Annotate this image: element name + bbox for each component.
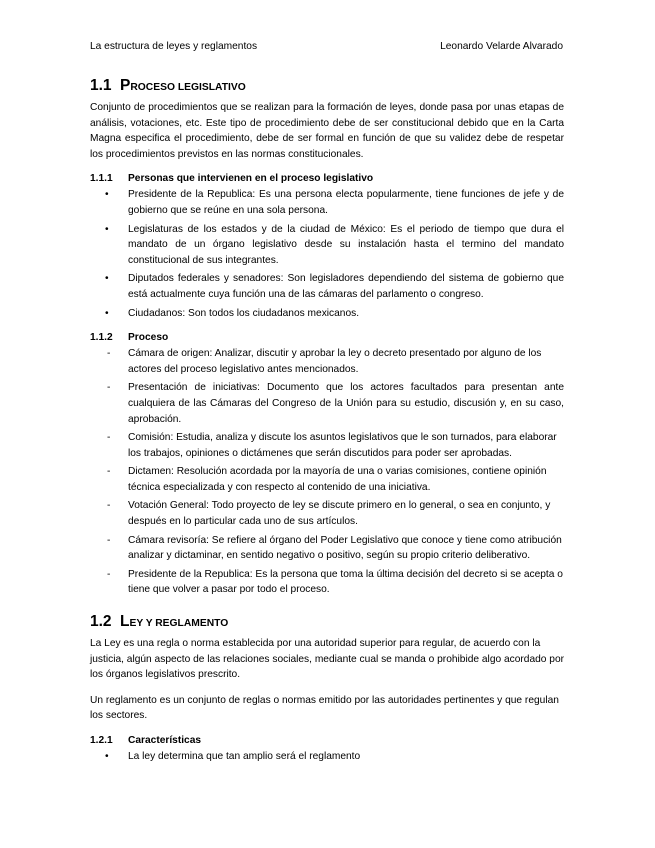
section-heading-1-2: 1.2 LEY Y REGLAMENTO (90, 613, 229, 631)
dash-list (90, 346, 564, 598)
bullet-marker: • (105, 751, 109, 762)
dash-marker: - (107, 466, 111, 478)
bullet-list (90, 749, 564, 765)
list-item: • Diputados federales y senadores: Son legisladores dependiendo del sistema de gobierno que está actualmente cuya función una de las cámaras del parlamento o congreso. (105, 273, 564, 300)
section-paragraph: La Ley es una regla o norma establecida por una autoridad superior para regular, de acuerdo con la justicia, algún aspecto de las relaciones sociales, mediante cual se manda o prohibide algo acordado por los órganos legislativos prescrito. (90, 638, 565, 681)
page-header (90, 41, 563, 52)
bullet-marker: • (105, 307, 109, 319)
dash-marker: - (107, 500, 111, 512)
list-item: - Cámara revisoría: Se refiere al órgano del Poder Legislativo que conoce y tiene como atribución analizar y dictaminar, en sentido negativo o positivo, según su propio criterio deliberativo. (107, 534, 562, 562)
dash-marker: - (107, 432, 111, 444)
section-paragraph: Un reglamento es un conjunto de reglas o normas emitido por las autoridades pertinentes y que regulan los sectores. (90, 694, 559, 722)
subsection-heading-1-2-1: 1.2.1 Características (90, 735, 202, 746)
bullet-marker: • (105, 273, 109, 285)
dash-marker: - (107, 568, 111, 580)
bullet-marker: • (105, 189, 109, 201)
subsection-heading-1-1-2: 1.1.2 Proceso (90, 332, 169, 344)
list-item: - Presidente de la Republica: Es la persona que toma la última decisión del decreto si se acepta o tiene que volver a pasar por todo el proceso. (107, 568, 563, 596)
dash-marker: - (107, 382, 111, 394)
header-author: Leonardo Velarde Alvarado (440, 41, 563, 52)
document-body (90, 76, 564, 769)
bullet-list (90, 187, 564, 321)
list-item: - Presentación de iniciativas: Documento que los actores facultados para presentan ante cualquiera de las Cámaras del Congreso de la Unión para su estudio, discusión y, en su caso, aprobación. (107, 382, 564, 425)
list-item: • La ley determina que tan amplio será el reglamento (90, 749, 564, 765)
bullet-marker: • (105, 223, 109, 235)
section-paragraph: Conjunto de procedimientos que se realizan para la formación de leyes, donde pasa por unas etapas de análisis, votaciones, etc. Este tipo de procedimiento debe de ser constitucional debido que en la Carta Magna especifica el procedimiento, debe de ser formal en función de que su validez debe de respetar los procedimientos previstos en las normas constitucionales. (90, 102, 564, 160)
list-item: - Votación General: Todo proyecto de ley se discute primero en lo general, o sea en conjunto, y después en lo particular cada uno de sus artículos. (107, 500, 551, 528)
list-item: • Ciudadanos: Son todos los ciudadanos mexicanos. (90, 306, 564, 322)
list-item: - Comisión: Estudia, analiza y discute los asuntos legislativos que le son turnados, para elaborar los trabajos, opiniones o dictámenes que serán discutidos para poder ser aprobadas. (107, 432, 557, 459)
dash-marker: - (107, 348, 111, 360)
list-item: - Cámara de origen: Analizar, discutir y aprobar la ley o decreto presentado por alguno de los actores del proceso legislativo antes mencionados. (107, 348, 542, 375)
subsection-heading-1-1-1: 1.1.1 Personas que intervienen en el proceso legislativo (90, 173, 374, 185)
list-item: - Dictamen: Resolución acordada por la mayoría de una o varias comisiones, contiene opinión técnica especializada y con respecto al contenido de una iniciativa. (107, 466, 547, 493)
header-title: La estructura de leyes y reglamentos (90, 41, 258, 52)
list-item: • Presidente de la Republica: Es una persona electa popularmente, tiene funciones de jefe y de gobierno que se reúne en una sola persona. (105, 189, 564, 216)
section-heading-1-1: 1.1 PROCESO LEGISLATIVO (90, 77, 246, 94)
list-item: • Legislaturas de los estados y de la ciudad de México: Es el periodo de tiempo que dura el mandato de un órgano legislativo desde su instalación hasta el termino del mandato constitucional de sus integrantes. (105, 223, 564, 266)
dash-marker: - (107, 534, 111, 546)
